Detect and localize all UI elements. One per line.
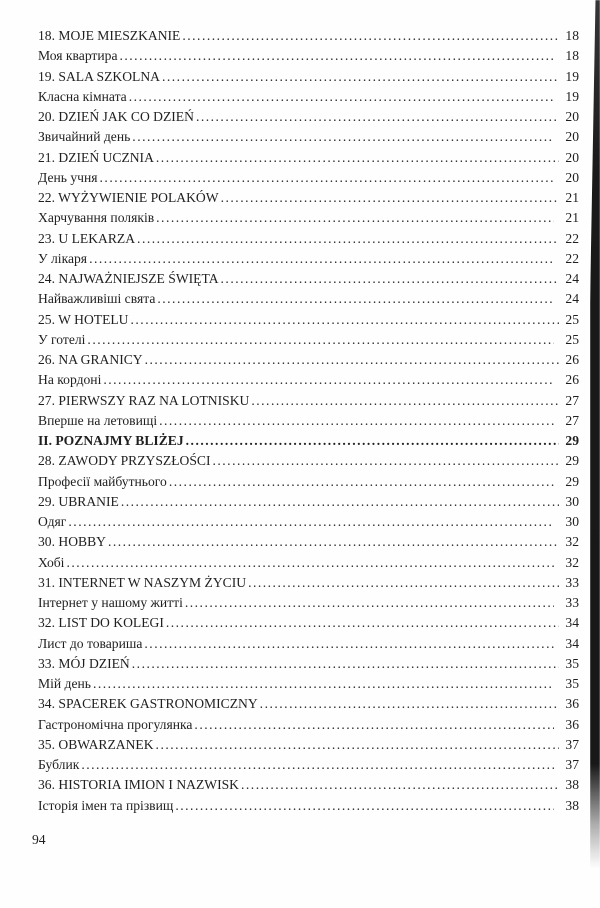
toc-entry-page: 20 [565,129,579,145]
toc-row [38,168,579,188]
dot-leader [186,431,559,451]
toc-row [38,694,579,714]
toc-row [38,532,579,552]
dot-leader [156,735,559,755]
toc-entry-page: 20 [565,109,579,124]
toc-entry-title: 25. W HOTELU [38,311,129,327]
toc-entry-title: 27. PIERWSZY RAZ NA LOTNISKU [38,392,250,408]
toc-entry-title: Хобі [38,554,65,570]
toc-entry-page: 27 [565,412,579,428]
toc-entry-title: У лікаря [38,250,88,266]
toc-entry-page: 19 [565,88,579,104]
toc-entry-page: 38 [565,777,579,793]
dot-leader [260,694,559,714]
toc-row [38,715,579,735]
dot-leader [194,715,554,735]
dot-leader [241,775,559,795]
toc-row [38,350,579,370]
toc-entry-title: Найважливіші свята [38,291,156,307]
dot-leader [100,168,554,188]
toc-row [38,411,579,431]
toc-entry-title: 22. WYŻYWIENIE POLAKÓW [38,190,219,205]
toc-row [38,654,579,674]
toc-row [38,775,579,795]
toc-row [38,208,579,228]
dot-leader [93,674,554,694]
dot-leader [132,654,559,674]
toc-entry-page: 29 [565,433,579,448]
dot-leader [145,350,559,370]
toc-row [38,269,579,289]
toc-entry-title: 36. HISTORIA IMION I NAZWISK [38,777,239,793]
toc-entry-page: 21 [565,190,579,205]
toc-entry-title: 21. DZIEŃ UCZNIA [38,149,154,165]
dot-leader [185,593,554,613]
toc-entry-page: 24 [565,291,579,307]
toc-entry-page: 20 [565,169,579,185]
toc-row [38,472,579,492]
dot-leader [81,755,554,775]
toc-row [38,674,579,694]
toc-entry-page: 36 [565,716,579,732]
toc-row [38,613,579,633]
toc-entry-title: 32. LIST DO KOLEGI [38,615,164,631]
dot-leader [131,310,560,330]
dot-leader [137,229,559,249]
toc-entry-page: 22 [565,250,579,266]
toc-row [38,370,579,390]
toc-entry-page: 29 [565,473,579,489]
toc-entry-page: 18 [565,48,579,64]
toc-row [38,755,579,775]
dot-leader [157,289,554,309]
toc-entry-title: Вперше на летовищі [38,412,158,428]
toc-entry-title: Гастрономічна прогулянка [38,716,193,732]
dot-leader [68,512,554,532]
toc-row [38,46,579,66]
dot-leader [248,573,559,593]
dot-leader [251,391,559,411]
toc-entry-page: 30 [565,493,579,509]
toc-entry-title: Бублик [38,757,80,772]
scan-edge-artifact [590,0,600,868]
toc-entry-title: 30. HOBBY [38,534,106,550]
toc-entry-page: 27 [565,392,579,408]
toc-row [38,26,579,46]
toc-entry-title: Мій день [38,676,91,691]
dot-leader [196,107,559,127]
toc-entry-page: 33 [565,595,579,610]
toc-entry-title: 18. MOJE MIESZKANIE [38,28,181,43]
toc-row [38,573,579,593]
toc-entry-title: Моя квартира [38,48,118,64]
dot-leader [156,148,559,168]
toc-row [38,289,579,309]
toc-entry-title: 31. INTERNET W NASZYM ŻYCIU [38,574,247,590]
toc-entry-page: 22 [565,230,579,246]
toc-entry-title: 33. MÓJ DZIEŃ [38,655,130,671]
dot-leader [129,87,554,107]
toc-row [38,127,579,147]
dot-leader [221,188,559,208]
toc-entry-page: 24 [565,271,579,286]
toc-entry-page: 25 [565,331,579,347]
toc-row [38,431,579,451]
toc-entry-title: Професії майбутнього [38,473,167,489]
toc-entry-page: 36 [565,696,579,712]
dot-leader [87,330,554,350]
toc-row [38,735,579,755]
toc-entry-page: 33 [565,574,579,590]
toc-entry-title: 26. NA GRANICY [38,352,143,367]
dot-leader [132,127,554,147]
toc-entry-title: Історія імен та прізвищ [38,797,174,813]
toc-row [38,451,579,471]
dot-leader [169,472,554,492]
toc-row [38,492,579,512]
toc-entry-page: 30 [565,514,579,529]
toc-entry-page: 26 [565,372,579,388]
dot-leader [175,796,554,816]
toc-row [38,553,579,573]
toc-entry-page: 32 [565,534,579,550]
dot-leader [66,553,554,573]
toc-entry-page: 32 [565,554,579,570]
toc-entry-title: 19. SALA SZKOLNA [38,68,160,84]
dot-leader [162,67,559,87]
toc-entry-title: 34. SPACEREK GASTRONOMICZNY [38,696,258,712]
toc-entry-page: 18 [565,28,579,43]
dot-leader [103,370,554,390]
page-number: 94 [32,832,46,847]
toc-entry-page: 38 [565,797,579,813]
dot-leader [156,208,554,228]
toc-entry-page: 34 [565,635,579,651]
dot-leader [89,249,554,269]
dot-leader [166,613,559,633]
toc-row [38,107,579,127]
toc-entry-title: У готелі [38,331,86,347]
dot-leader [159,411,554,431]
toc-entry-title: 24. NAJWAŻNIEJSZE ŚWIĘTA [38,271,219,286]
toc-entry-title: 28. ZAWODY PRZYSZŁOŚCI [38,453,211,469]
toc-row [38,512,579,532]
dot-leader [182,26,559,46]
toc-entry-title: 23. U LEKARZA [38,230,136,246]
toc-entry-title: Лист до товариша [38,635,143,651]
toc-entry-title: Звичайний день [38,129,131,145]
dot-leader [121,492,559,512]
toc-entry-title: Харчування поляків [38,210,155,226]
dot-leader [108,532,559,552]
toc-entry-page: 29 [565,453,579,469]
toc-entry-page: 21 [565,210,579,226]
toc-row [38,229,579,249]
toc-row [38,796,579,816]
toc-entry-page: 35 [565,676,579,691]
toc-entry-title: Класна кімната [38,88,127,104]
dot-leader [212,451,559,471]
toc-row [38,188,579,208]
toc-list [38,26,579,816]
toc-row [38,330,579,350]
toc-entry-title: На кордоні [38,372,102,388]
toc-entry-page: 19 [565,68,579,84]
toc-entry-page: 20 [565,149,579,165]
toc-row [38,249,579,269]
toc-entry-page: 35 [565,655,579,671]
toc-row [38,593,579,613]
toc-entry-title: День учня [38,169,98,185]
toc-entry-page: 37 [565,736,579,752]
toc-entry-page: 25 [565,311,579,327]
toc-row [38,391,579,411]
dot-leader [221,269,559,289]
toc-entry-title: II. POZNAJMY BLIŻEJ [38,433,184,448]
toc-row [38,148,579,168]
toc-entry-title: 29. UBRANIE [38,493,119,509]
toc-entry-page: 26 [565,352,579,367]
toc-entry-title: Одяг [38,514,67,529]
toc-entry-page: 34 [565,615,579,631]
toc-row [38,634,579,654]
dot-leader [119,46,554,66]
toc-row [38,67,579,87]
toc-entry-page: 37 [565,757,579,772]
dot-leader [144,634,554,654]
toc-entry-title: 20. DZIEŃ JAK CO DZIEŃ [38,109,194,124]
toc-row [38,310,579,330]
toc-entry-title: Інтернет у нашому житті [38,595,183,610]
toc-entry-title: 35. OBWARZANEK [38,736,154,752]
toc-row [38,87,579,107]
